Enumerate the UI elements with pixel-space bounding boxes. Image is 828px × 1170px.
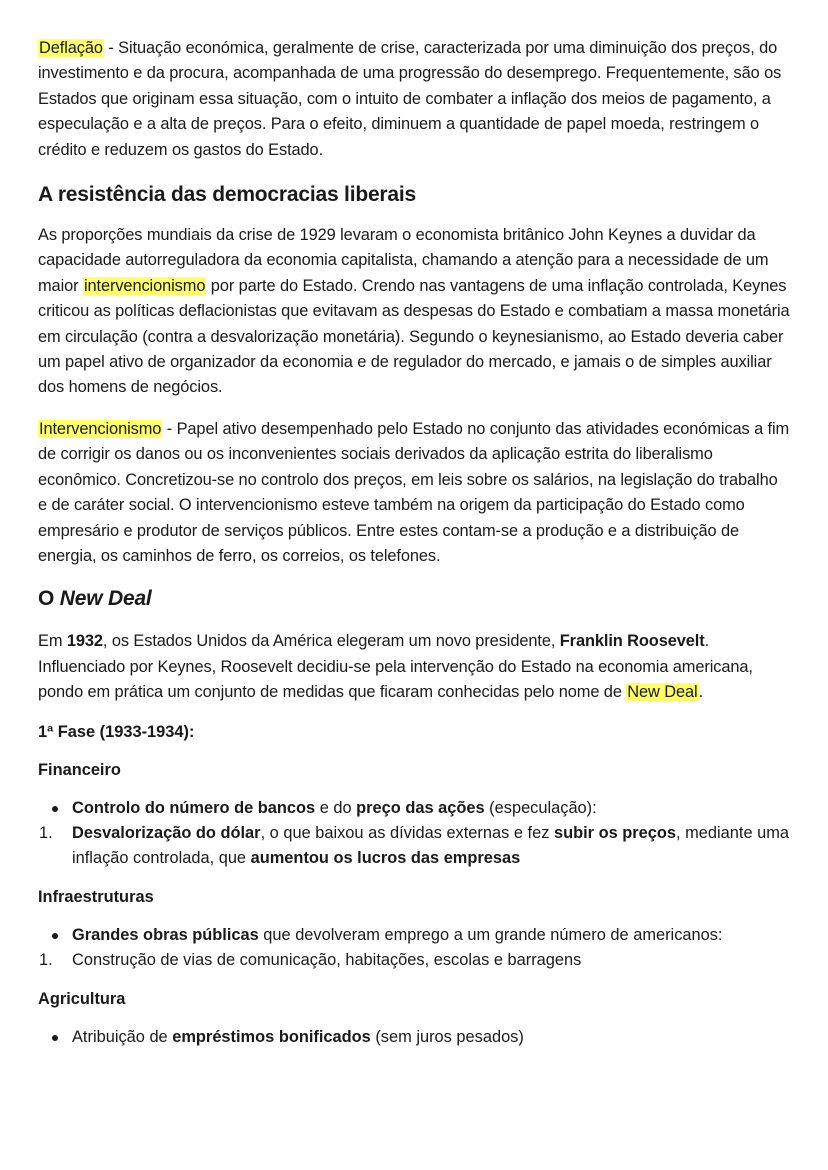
financeiro-list [38, 796, 790, 871]
list-item: Atribuição de empréstimos bonificados (sem juros pesados) [38, 1025, 790, 1050]
agricultura-list [38, 1025, 790, 1050]
resistencia-paragraph: As proporções mundiais da crise de 1929 levaram o economista britânico John Keynes a duvidar da capacidade autorreguladora da economia capitalista, chamando a atenção para a necessidade de um maior intervencionismo por parte do Estado. Crendo nas vantagens de uma inflação controlada, Keynes criticou as políticas deflacionistas que evitavam as despesas do Estado e combatiam a massa monetária em circulação (contra a desvalorização monetária). Segundo o keynesianismo, ao Estado deveria caber um papel ativo de organizador da economia e de regulador do mercado, e jamais o de simples auxiliar dos homens de negócios. [38, 226, 790, 397]
list-item: 1. Desvalorização do dólar, o que baixou as dívidas externas e fez subir os preços, mediante uma inflação controlada, que aumentou os lucros das empresas [39, 823, 790, 867]
list-item: Controlo do número de bancos e do preço das ações (especulação): [38, 796, 790, 821]
bullet-icon [52, 1035, 58, 1041]
list-item: 1. Construção de vias de comunicação, habitações, escolas e barragens [39, 950, 582, 969]
highlight-intervencionismo: intervencionismo [83, 276, 206, 295]
infraestruturas-list [38, 923, 790, 973]
intervencionismo-paragraph: Intervencionismo - Papel ativo desempenhado pelo Estado no conjunto das atividades económicas a fim de corrigir os danos ou os inconvenientes sociais derivados da aplicação estrita do liberalismo econômico. Concretizou-se no controlo dos preços, em leis sobre os salários, na legislação do trabalho e de caráter social. O intervencionismo esteve também na origem da participação do Estado como empresário e produtor de serviços públicos. Entre estes contam-se a produção e a distribuição de energia, os caminhos de ferro, os correios, os telefones. [38, 419, 790, 565]
deflacao-paragraph: Deflação - Situação económica, geralmente de crise, caracterizada por uma diminuição dos preços, do investimento e da procura, acompanhada de uma progressão do desemprego. Frequentemente, são os Estados que originam essa situação, com o intuito de combater a inflação dos meios de pagamento, a especulação e a alta de preços. Para o efeito, diminuem a quantidade de papel moeda, restringem o crédito e reduzem os gastos do Estado. [38, 39, 782, 159]
new-deal-paragraph: Em 1932, os Estados Unidos da América elegeram um novo presidente, Franklin Roosevelt. Influenciado por Keynes, Roosevelt decidiu-se pela intervenção do Estado na economia americana, pondo em prática um conjunto de medidas que ficaram conhecidas pelo nome de New Deal. [38, 632, 753, 702]
heading-financeiro: Financeiro [38, 760, 121, 779]
list-item: Grandes obras públicas que devolveram emprego a um grande número de americanos: [38, 923, 790, 948]
heading-resistencia: A resistência das democracias liberais [38, 183, 416, 207]
highlight-intervencionismo-term: Intervencionismo [39, 419, 162, 438]
heading-new-deal: O New Deal [38, 587, 152, 611]
heading-infraestruturas: Infraestruturas [38, 887, 154, 906]
bullet-icon [52, 933, 58, 939]
heading-agricultura: Agricultura [38, 989, 126, 1008]
heading-fase: 1ª Fase (1933-1934): [38, 722, 195, 741]
highlight-new-deal: New Deal [627, 683, 698, 702]
bullet-icon [52, 806, 58, 812]
highlight-deflacao: Deflação [39, 39, 103, 57]
